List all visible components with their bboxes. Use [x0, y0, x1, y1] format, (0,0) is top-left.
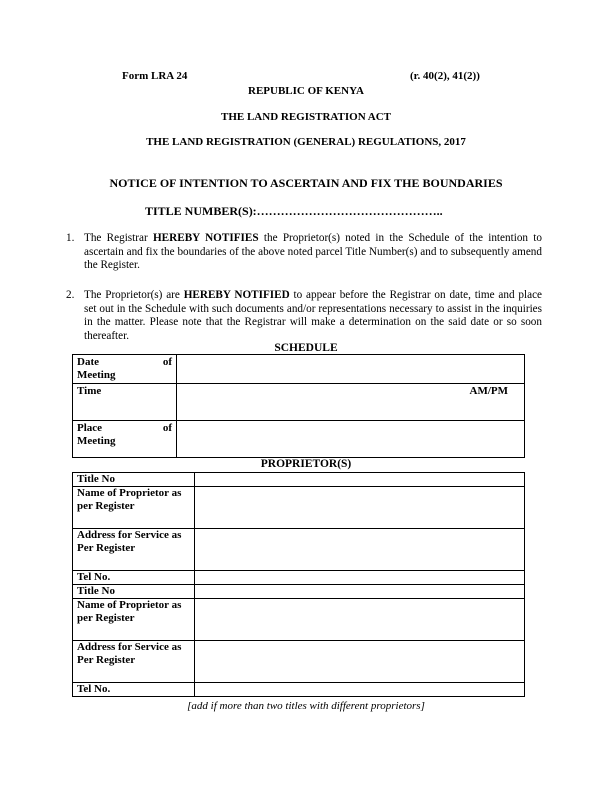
paragraph-1: [66, 232, 542, 273]
paragraph-number: 1.: [66, 232, 75, 244]
table-row: [73, 473, 525, 487]
rule-reference: (r. 40(2), 41(2)): [410, 70, 480, 82]
schedule-table: [72, 354, 525, 458]
schedule-heading: SCHEDULE: [274, 342, 338, 354]
paragraph-text-post: the Proprietor(s) noted in the Schedule of the intention to ascertain and fix the boundaries of the above noted parcel Title Number(s) and to subsequently amend the Register.: [84, 232, 542, 272]
table-row: [73, 585, 525, 599]
tel-no-label: Tel No.: [73, 571, 195, 585]
table-row: [73, 384, 525, 421]
title-no-field[interactable]: [195, 473, 525, 487]
tel-no-label: Tel No.: [73, 683, 195, 697]
proprietor-name-field[interactable]: [195, 599, 525, 641]
table-row: [73, 641, 525, 683]
paragraph-text-post: to appear before the Registrar on date, time and place set out in the Schedule with such documents and/or representations necessary to assist in the inquiries in the matter. Please note that the Registrar will make a determination on the said date or so soon thereafter.: [84, 289, 542, 342]
table-row: [73, 599, 525, 641]
service-address-field[interactable]: [195, 641, 525, 683]
title-no-field[interactable]: [195, 585, 525, 599]
paragraph-number: 2.: [66, 289, 75, 301]
footnote: [add if more than two titles with different proprietors]: [187, 700, 425, 712]
date-of-meeting-field[interactable]: [177, 355, 525, 384]
paragraph-text-pre: The Registrar: [84, 232, 153, 244]
am-pm-label: AM/PM: [469, 385, 508, 397]
proprietors-table: [72, 472, 525, 697]
paragraph-2: [66, 289, 542, 343]
service-address-label: Address for Service as Per Register: [73, 641, 195, 683]
title-number-line: TITLE NUMBER(S):………………………………………..: [145, 204, 443, 218]
proprietor-name-label: Name of Proprietor as per Register: [73, 487, 195, 529]
place-of-meeting-label: Place of Meeting: [73, 421, 177, 458]
paragraph-text-bold: HEREBY NOTIFIES: [152, 232, 259, 244]
tel-no-field[interactable]: [195, 571, 525, 585]
proprietor-name-label: Name of Proprietor as per Register: [73, 599, 195, 641]
paragraph-text-pre: The Proprietor(s) are: [84, 289, 184, 301]
proprietor-name-field[interactable]: [195, 487, 525, 529]
title-no-label: Title No: [73, 585, 195, 599]
republic-heading: REPUBLIC OF KENYA: [248, 85, 364, 97]
place-of-meeting-field[interactable]: [177, 421, 525, 458]
table-row: [73, 529, 525, 571]
paragraph-text-bold: HEREBY NOTIFIED: [183, 289, 290, 301]
title-no-label: Title No: [73, 473, 195, 487]
table-row: [73, 487, 525, 529]
service-address-label: Address for Service as Per Register: [73, 529, 195, 571]
time-label: Time: [73, 384, 177, 421]
proprietors-heading: PROPRIETOR(S): [260, 458, 352, 470]
form-number: Form LRA 24: [122, 70, 188, 82]
time-field[interactable]: [177, 384, 525, 421]
table-row: [73, 683, 525, 697]
service-address-field[interactable]: [195, 529, 525, 571]
tel-no-field[interactable]: [195, 683, 525, 697]
regulations-heading: THE LAND REGISTRATION (GENERAL) REGULATIONS, 2017: [146, 136, 466, 148]
date-of-meeting-label: Date of Meeting: [73, 355, 177, 384]
table-row: [73, 421, 525, 458]
act-heading: THE LAND REGISTRATION ACT: [220, 111, 392, 123]
table-row: [73, 355, 525, 384]
notice-title: NOTICE OF INTENTION TO ASCERTAIN AND FIX THE BOUNDARIES: [109, 176, 503, 190]
table-row: [73, 571, 525, 585]
